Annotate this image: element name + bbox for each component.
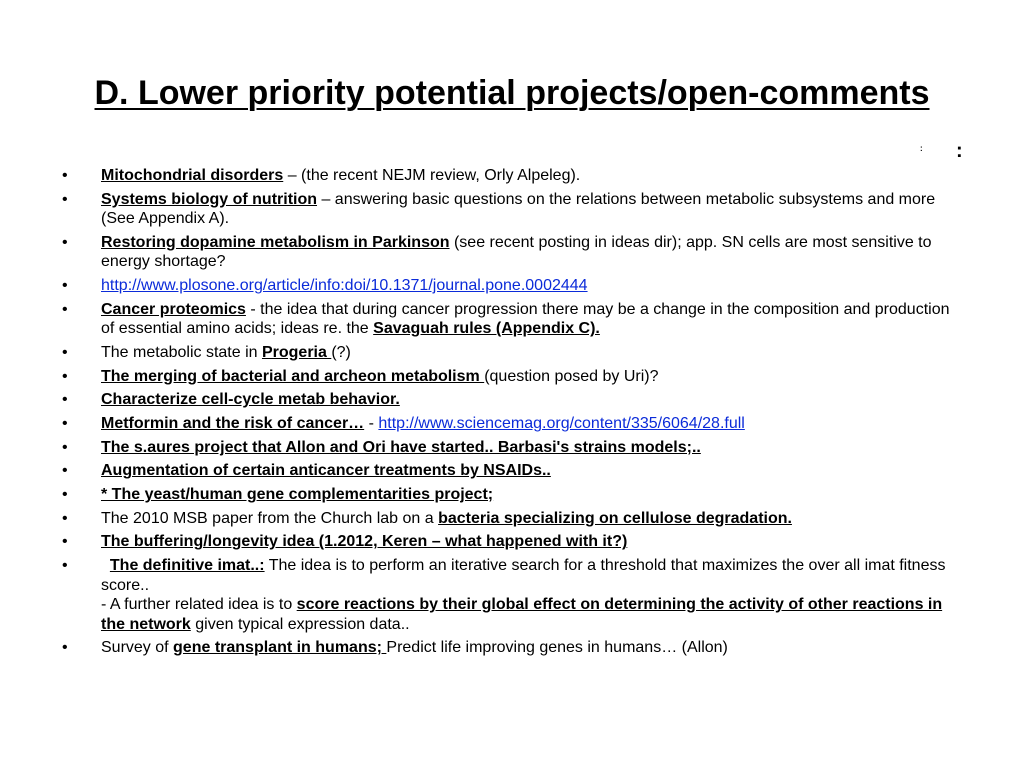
item-text: (?) [331, 343, 351, 361]
slide-title: D. Lower priority potential projects/open-comments [94, 74, 930, 112]
item-pre-text [101, 557, 110, 574]
colon-mark-large: : [956, 140, 963, 162]
item-sub-pre-text: - A further related idea is to [101, 596, 297, 614]
item-label: Augmentation of certain anticancer treatments by NSAIDs.. [101, 462, 551, 480]
item-text: (question posed by Uri)? [484, 367, 659, 385]
item-label-secondary: Savaguah rules (Appendix C). [373, 320, 600, 338]
item-sub-label: score reactions by their global effect on determining the activity of other reactions in the network [101, 596, 943, 633]
bullet-icon: • [62, 233, 68, 251]
item-text: - the idea that during cancer progression there may be a change in the composition and production of essential amino acids; ideas re. the [101, 300, 950, 338]
list-item [60, 367, 960, 387]
bullet-icon: • [62, 343, 68, 361]
bullet-icon: • [62, 391, 68, 409]
item-text: Predict life improving genes in humans… (Allon) [386, 639, 728, 657]
item-label: Mitochondrial disorders [101, 167, 284, 184]
item-pre-text: The metabolic state in [101, 343, 262, 361]
list-item [60, 485, 960, 505]
item-label: Cancer proteomics [101, 300, 246, 318]
list-item [60, 233, 960, 272]
item-text: - [364, 415, 379, 432]
list-item [60, 438, 960, 458]
item-label: Systems biology of nutrition [101, 190, 318, 208]
bullet-icon: • [62, 462, 68, 480]
item-pre-text: Survey of [101, 639, 174, 657]
plosone-link[interactable]: http://www.plosone.org/article/info:doi/10.1371/journal.pone.0002444 [101, 277, 588, 295]
item-label: bacteria specializing on cellulose degradation. [438, 509, 792, 527]
bullet-icon: • [62, 557, 68, 575]
item-text: – answering basic questions on the relations between metabolic subsystems and more (See Appendix A). [101, 190, 936, 228]
colon-mark-small: : [920, 144, 923, 153]
item-label: Progeria [261, 343, 332, 361]
list-item [60, 390, 960, 410]
bullet-icon: • [62, 415, 68, 432]
item-label: Metformin and the risk of cancer… [101, 415, 365, 432]
bullet-icon: • [62, 533, 68, 551]
bullet-icon: • [62, 509, 68, 527]
item-text: (see recent posting in ideas dir); app. SN cells are most sensitive to energy shortage? [101, 233, 932, 271]
item-text: The idea is to perform an iterative search for a threshold that maximizes the over all imat fitness score.. [101, 557, 946, 594]
list-item [60, 509, 960, 529]
sciencemag-link[interactable]: http://www.sciencemag.org/content/335/6064/28.full [378, 415, 745, 432]
list-item [60, 343, 960, 363]
item-subline [101, 595, 960, 634]
bullet-icon: • [62, 277, 68, 295]
item-text: – (the recent NEJM review, Orly Alpeleg). [283, 167, 581, 184]
bullet-icon: • [62, 486, 68, 504]
list-item [60, 190, 960, 229]
list-item [60, 276, 960, 296]
item-label: The buffering/longevity idea (1.2012, Keren – what happened with it?) [101, 533, 628, 551]
bullet-icon: • [62, 438, 68, 456]
list-item [60, 556, 960, 634]
list-item [60, 532, 960, 552]
bullet-icon: • [62, 639, 68, 657]
list-item [60, 166, 960, 186]
item-pre-text: The 2010 MSB paper from the Church lab on a [101, 509, 439, 527]
item-label: The definitive imat..: [109, 557, 265, 575]
bullet-icon: • [62, 300, 68, 318]
item-label: The s.aures project that Allon and Ori have started.. Barbasi's strains models;.. [101, 438, 701, 456]
bullet-icon: • [62, 167, 68, 184]
item-label: Restoring dopamine metabolism in Parkinson [101, 233, 450, 251]
project-list [60, 166, 960, 662]
list-item [60, 300, 960, 339]
item-sub-text: given typical expression data.. [190, 615, 410, 633]
list-item [60, 461, 960, 481]
item-label: Characterize cell-cycle metab behavior. [101, 391, 400, 409]
item-label: * The yeast/human gene complementarities project; [101, 486, 494, 504]
bullet-icon: • [62, 367, 68, 385]
bullet-icon: • [62, 190, 68, 208]
item-label: gene transplant in humans; [173, 639, 387, 657]
item-label: The merging of bacterial and archeon metabolism [101, 367, 485, 385]
list-item [60, 414, 960, 434]
list-item [60, 638, 960, 658]
